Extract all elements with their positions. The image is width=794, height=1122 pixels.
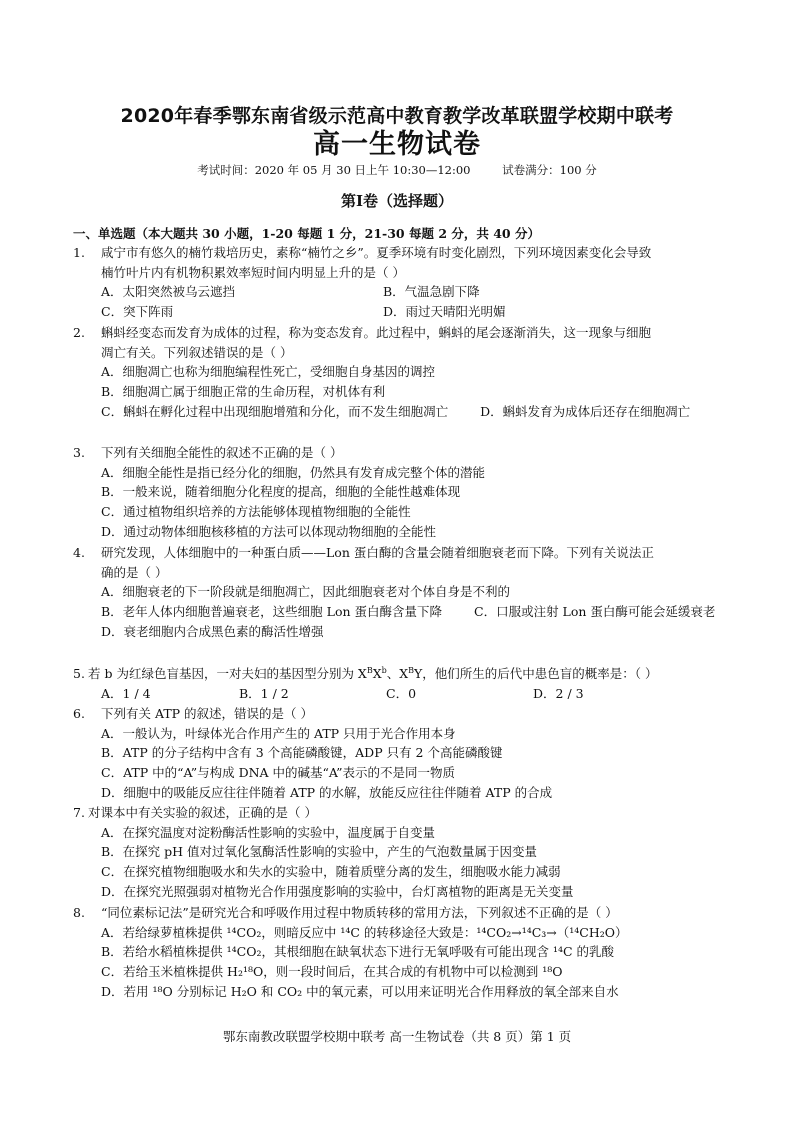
option-a: A．太阳突然被乌云遮挡 [101, 284, 236, 300]
option-b: B．在探究 pH 值对过氧化氢酶活性影响的实验中，产生的气泡数量属于因变量 [101, 844, 538, 860]
option-b: B．若给水稻植株提供 ¹⁴CO₂，其根细胞在缺氧状态下进行无氧呼吸有可能出现含 ¹⁴C 的乳酸 [101, 944, 615, 960]
option-d: D．细胞中的吸能反应往往伴随着 ATP 的水解，放能反应往往伴随着 ATP 的合成 [101, 784, 553, 800]
question-stem: “同位素标记法”是研究光合和呼吸作用过程中物质转移的常用方法，下列叙述不正确的是（ ） [101, 905, 618, 920]
question-stem-d: Y，他们所生的后代中患色盲的概率是：（ ） [414, 666, 658, 681]
option-b: B．老年人体内细胞普遍衰老，这些细胞 Lon 蛋白酶含量下降 [101, 604, 443, 620]
question-number: 2. [73, 325, 85, 340]
question-4 [73, 543, 733, 642]
option-d: D．雨过天晴阳光明媚 [383, 304, 506, 320]
question-3 [73, 443, 733, 542]
option-b: B．一般来说，随着细胞分化程度的提高，细胞的全能性越难体现 [101, 484, 461, 500]
section-heading: 一、单选题（本大题共 30 小题，1-20 每题 1 分，21-30 每题 2 分，共 40 分） [73, 226, 540, 241]
question-stem: 对课本中有关实验的叙述，正确的是（ ） [88, 805, 317, 820]
option-b: B．细胞凋亡属于细胞正常的生命历程，对机体有利 [101, 384, 386, 400]
question-number: 8. [73, 905, 85, 920]
option-d: D．若用 ¹⁸O 分别标记 H₂O 和 CO₂ 中的氧元素，可以用来证明光合作用释放的氧全部来自水 [101, 983, 619, 999]
question-number: 5. [73, 666, 85, 681]
question-2 [73, 323, 733, 422]
option-a: A．一般认为，叶绿体光合作用产生的 ATP 只用于光合作用本身 [101, 725, 456, 741]
question-6 [73, 704, 733, 803]
question-1 [73, 243, 733, 322]
subject-title: 高一生物试卷 [313, 129, 481, 160]
question-stem-c: 、X [386, 666, 409, 681]
question-number: 3. [73, 445, 85, 460]
option-a: A．在探究温度对淀粉酶活性影响的实验中，温度属于自变量 [101, 824, 436, 840]
option-a: A．若给绿萝植株提供 ¹⁴CO₂，则暗反应中 ¹⁴C 的转移途径大致是：¹⁴CO₂→¹⁴C₃→（¹⁴CH₂O） [101, 924, 628, 940]
question-stem-a: 若 b 为红绿色盲基因，一对夫妇的基因型分别为 X [88, 666, 367, 681]
question-number: 6. [73, 706, 85, 721]
question-stem-b: X [372, 666, 382, 681]
page-footer: 鄂东南教改联盟学校期中联考 高一生物试卷（共 8 页）第 1 页 [222, 1029, 572, 1044]
option-a: A．细胞凋亡也称为细胞编程性死亡，受细胞自身基因的调控 [101, 364, 436, 380]
option-c: C．ATP 中的“A”与构成 DNA 中的碱基“A”表示的不是同一物质 [101, 765, 456, 781]
question-stem: 蝌蚪经变态而发育为成体的过程，称为变态发育。此过程中，蝌蚪的尾会逐渐消失，这一现象与细胞 [101, 325, 652, 340]
exam-title: 2020年春季鄂东南省级示范高中教育教学改革联盟学校期中联考 [120, 105, 674, 127]
option-d: D．2 / 3 [533, 685, 584, 701]
option-c: C．若给玉米植株提供 H₂¹⁸O，则一段时间后，在其合成的有机物中可以检测到 ¹⁸O [101, 964, 563, 980]
option-d: D．蝌蚪发育为成体后还存在细胞凋亡 [480, 403, 691, 419]
option-d: D．通过动物体细胞核移植的方法可以体现动物细胞的全能性 [101, 523, 437, 539]
question-number: 1. [73, 245, 85, 260]
option-c: C．蝌蚪在孵化过程中出现细胞增殖和分化，而不发生细胞凋亡 [101, 403, 449, 419]
question-number: 4. [73, 545, 85, 560]
question-stem: 下列有关 ATP 的叙述，错误的是（ ） [101, 706, 314, 721]
option-b: B．气温急剧下降 [383, 284, 480, 300]
exam-time: 考试时间：2020 年 05 月 30 日上午 10:30—12:00 [197, 163, 471, 177]
question-stem: 下列有关细胞全能性的叙述不正确的是（ ） [101, 445, 343, 460]
option-a: A．1 / 4 [101, 685, 151, 701]
part-heading: 第Ⅰ卷（选择题） [340, 192, 454, 210]
option-c: C．在探究植物细胞吸水和失水的实验中，随着质壁分离的发生，细胞吸水能力减弱 [101, 864, 561, 880]
option-d: D．在探究光照强弱对植物光合作用强度影响的实验中，台灯离植物的距离是无关变量 [101, 883, 574, 899]
option-c: C．通过植物组织培养的方法能够体现植物细胞的全能性 [101, 504, 411, 520]
question-stem: 咸宁市有悠久的楠竹栽培历史，素称“楠竹之乡”。夏季环境有时变化剧烈，下列环境因素变化会导致 [101, 245, 652, 260]
option-d: D．衰老细胞内合成黑色素的酶活性增强 [101, 623, 324, 639]
exam-info [0, 162, 794, 178]
option-a: A．细胞衰老的下一阶段就是细胞凋亡，因此细胞衰老对个体自身是不利的 [101, 584, 511, 600]
option-c: C．0 [386, 685, 417, 701]
superscript-b-upper: B [366, 666, 373, 675]
option-a: A．细胞全能性是指已经分化的细胞，仍然具有发育成完整个体的潜能 [101, 464, 486, 480]
superscript-b-lower: b [381, 666, 387, 675]
option-b: B．ATP 的分子结构中含有 3 个高能磷酸键，ADP 只有 2 个高能磷酸键 [101, 745, 503, 761]
question-7 [73, 803, 733, 902]
superscript-b-upper-2: B [408, 666, 415, 675]
full-score: 试卷满分：100 分 [502, 163, 597, 177]
question-stem-cont: 凋亡有关。下列叙述错误的是（ ） [101, 344, 293, 360]
option-c: C．突下阵雨 [101, 304, 174, 320]
question-stem: 研究发现，人体细胞中的一种蛋白质——Lon 蛋白酶的含量会随着细胞衰老而下降。下列有关说法正 [101, 545, 654, 560]
option-b: B．1 / 2 [239, 685, 289, 701]
question-5 [73, 664, 733, 703]
option-c: C．口服或注射 Lon 蛋白酶可能会延缓衰老 [474, 604, 716, 620]
question-stem-cont: 楠竹叶片内有机物积累效率短时间内明显上升的是（ ） [101, 264, 405, 280]
question-8 [73, 903, 733, 1002]
question-stem-cont: 确的是（ ） [101, 564, 168, 580]
question-number: 7. [73, 805, 85, 820]
